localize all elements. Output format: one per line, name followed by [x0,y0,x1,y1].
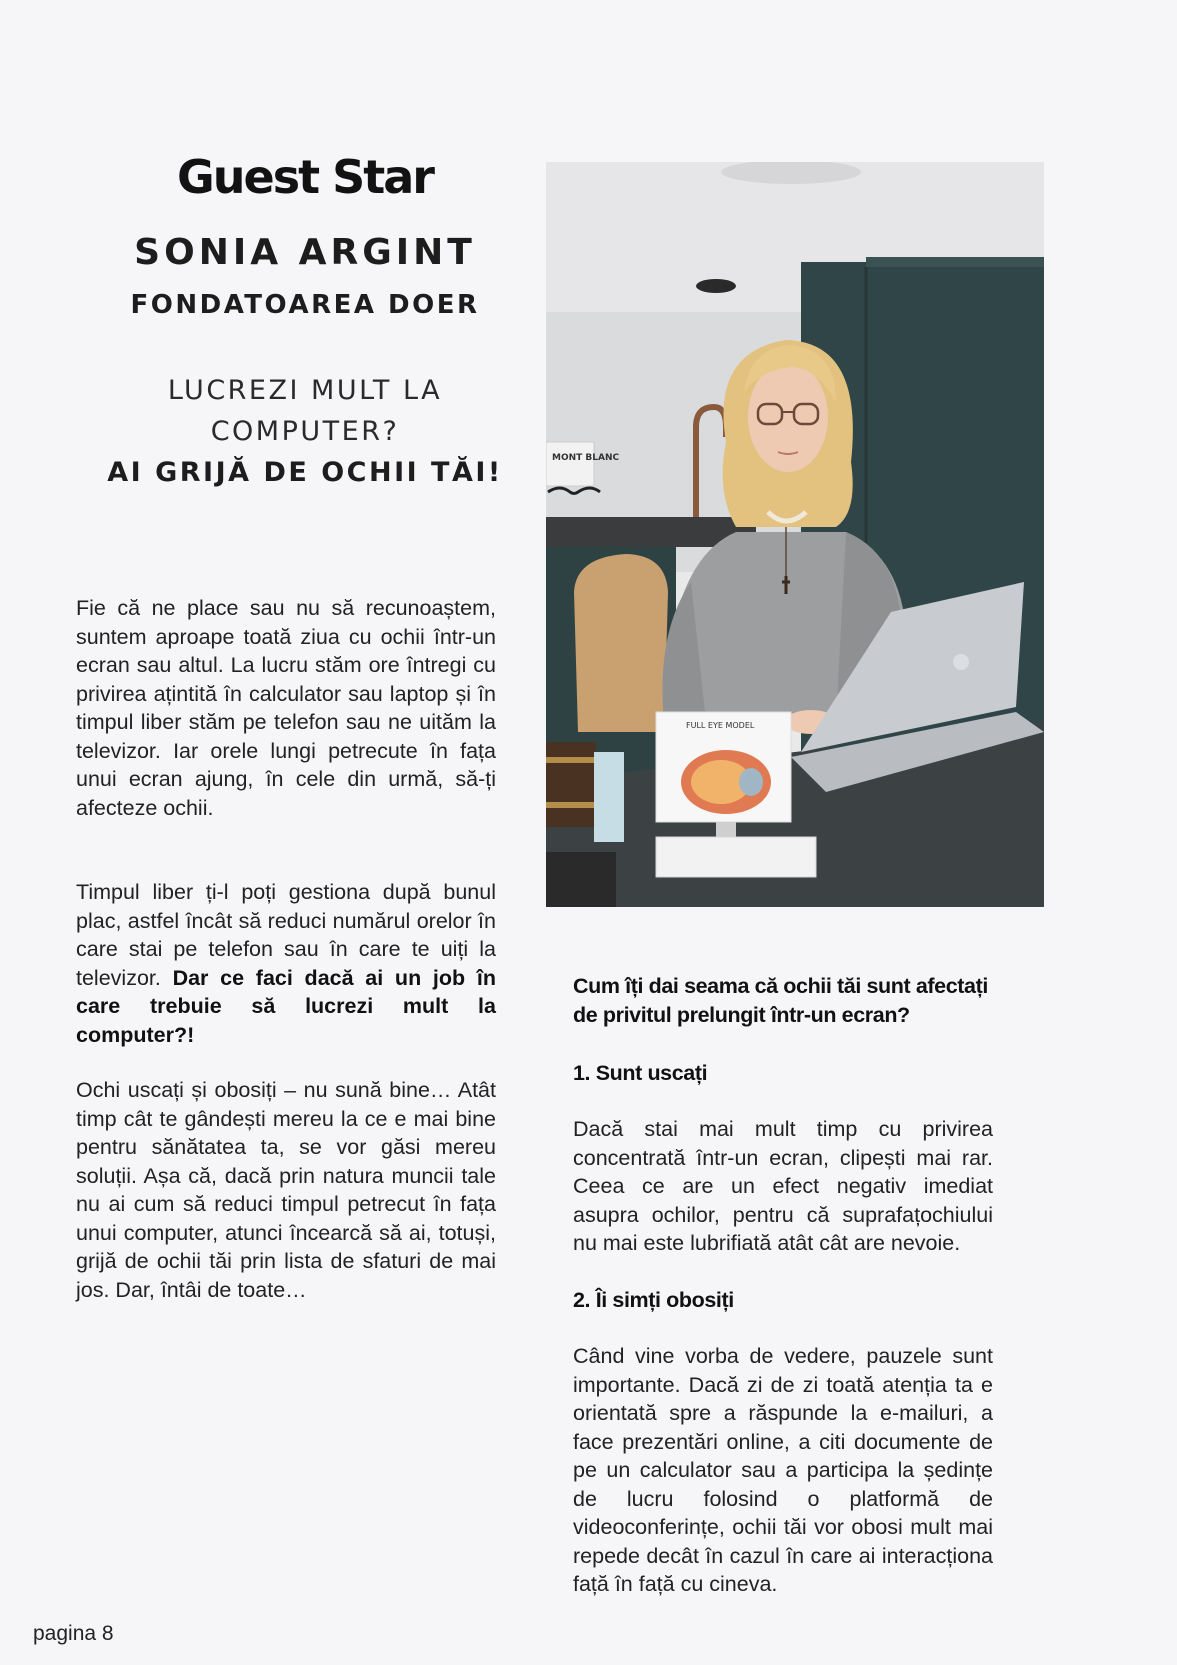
second-paragraph-question: Dar ce faci dacă ai un job în care trebuie să lucrezi mult la computer?! [76,965,496,1047]
point-2-paragraph: Când vine vorba de vedere, pauzele sunt importante. Dacă zi de zi toată atenția ta e orientată spre a răspunde la e-mailuri, a face prezentări online, a citi documente de pe un calculator sau a participa la ședințe de lucru folosind o platformă de videoconferințe, ochii tăi vor obosi mult mai repede decât în cazul în care ai interacționa față în față cu cineva. [573,1344,993,1596]
brand-title: Guest Star [177,150,433,204]
second-paragraph [76,878,496,1049]
headline-line-2: COMPUTER? [210,416,400,447]
second-paragraph-text: Timpul liber ți-l poți gestiona după bunul plac, astfel încât să reduci numărul orelor în care stai pe telefon sau în care te uiți la televizor. [76,880,496,990]
intro-paragraph: Fie că ne place sau nu să recunoaștem, suntem aproape toată ziua cu ochii într-un ecran sau altul. La lucru stăm ore întregi cu privirea ațintită în calculator sau laptop și în timpul liber stăm pe telefon sau ne uităm la televizor. Iar orele lungi petrecute în fața unui ecran ajung, în cele din urmă, să-ți afecteze ochii. [76,596,496,820]
page-number: pagina 8 [33,1622,114,1645]
section-question: Cum îți dai seama că ochii tăi sunt afectați de privitul prelungit într-un ecran? [573,974,988,1027]
guest-name: SONIA ARGINT [134,232,476,273]
point-1-paragraph: Dacă stai mai mult timp cu privirea concentrată într-un ecran, clipești mai rar. Ceea ce are un efect negativ imediat asupra ochilor, pentru că suprafațochiului nu mai este lubrifiată atât cât are nevoie. [573,1117,993,1255]
eye-model-title: FULL EYE MODEL [686,721,755,730]
guest-role: FONDATOAREA DOER [130,290,480,320]
headline-line-3: AI GRIJĂ DE OCHII TĂI! [107,457,503,488]
point-2-heading: 2. Îi simți obosiți [573,1288,734,1312]
point-1-heading: 1. Sunt uscați [573,1061,708,1085]
article-headline [80,370,530,493]
mont-blanc-sign: MONT BLANC [552,453,620,463]
guest-photo [546,162,1044,907]
headline-line-1: LUCREZI MULT LA [167,375,443,406]
third-paragraph: Ochi uscați și obosiți – nu sună bine… Atât timp cât te gândești mereu la ce e mai bine pentru sănătatea ta, se vor găsi mereu soluții. Așa că, dacă prin natura muncii tale nu ai cum să reduci timpul petrecut în fața unui computer, atunci încearcă să ai, totuși, grijă de ochii tăi prin lista de sfaturi de mai jos. Dar, întâi de toate… [76,1078,496,1302]
